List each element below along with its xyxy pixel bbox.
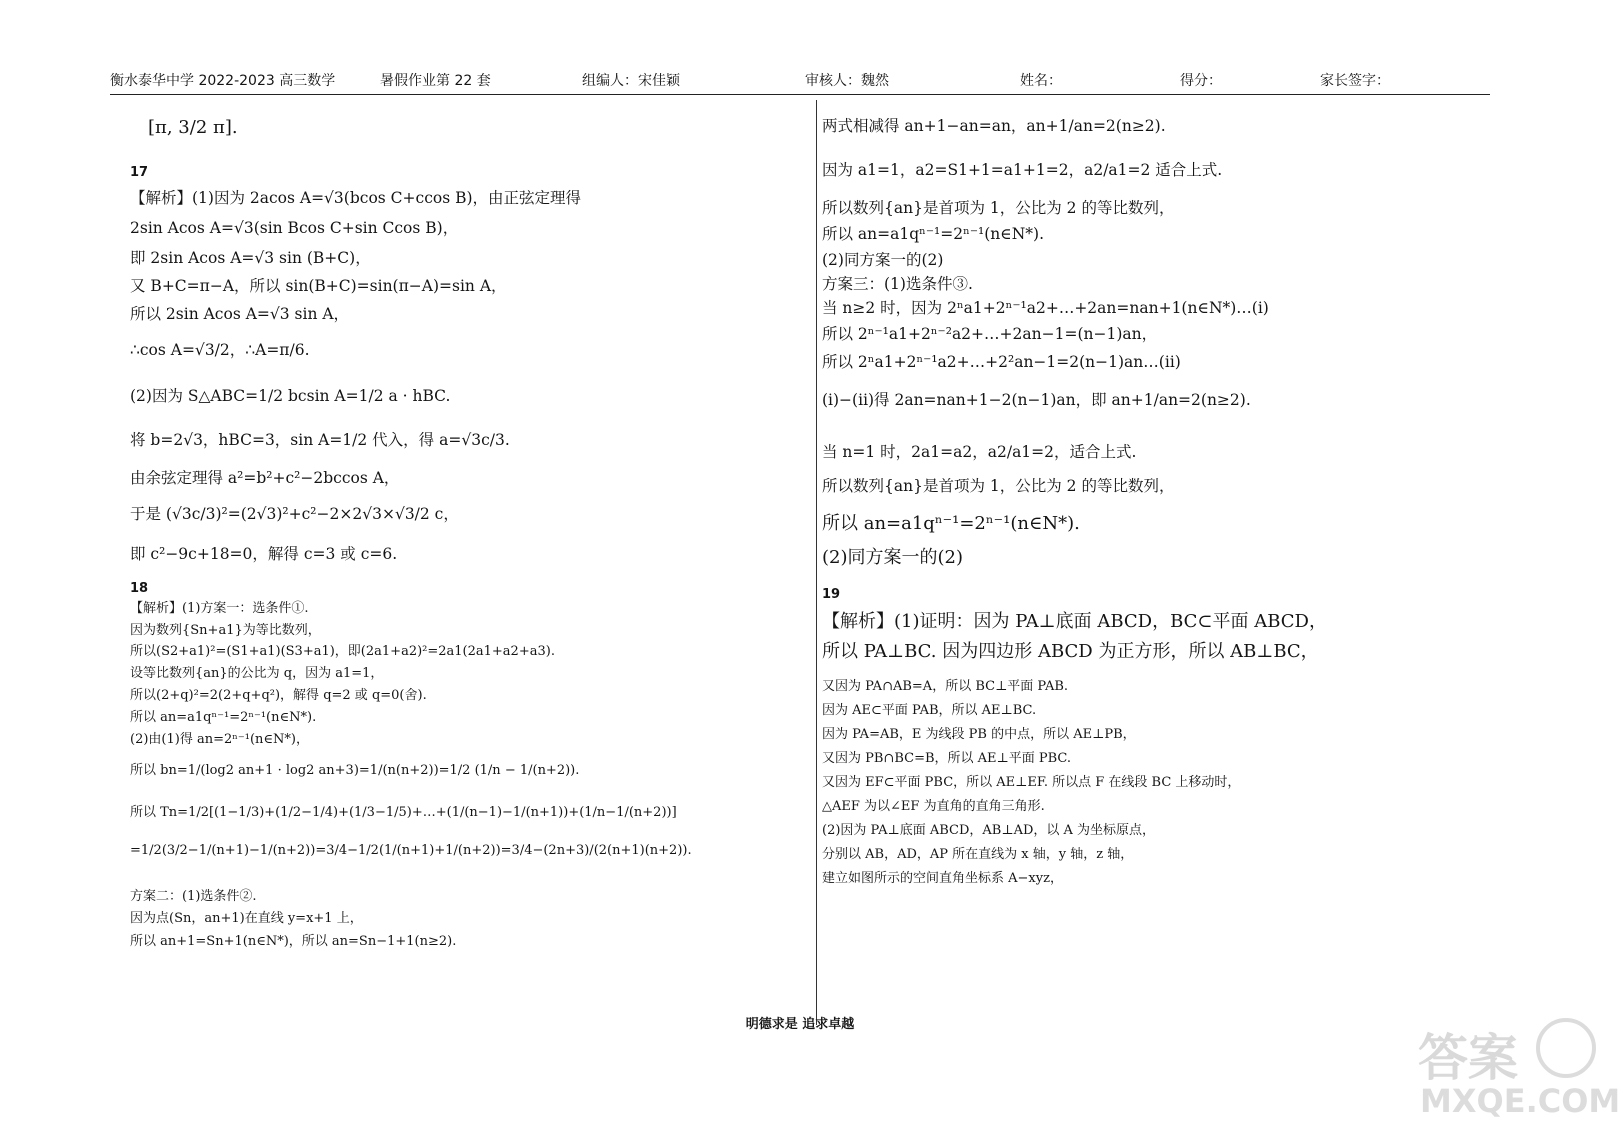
r1-line-2: 因为 a1=1，a2=S1+1=a1+1=2，a2/a1=2 适合上式. (822, 161, 1223, 179)
page-footer-motto: 明德求是 追求卓越 (745, 1017, 855, 1032)
r1-line-10: (ⅰ)−(ⅱ)得 2an=nan+1−2(n−1)an，即 an+1/an=2(n≥2). (822, 391, 1251, 409)
q19-line-7: 又因为 EF⊂平面 PBC，所以 AE⊥EF. 所以点 F 在线段 BC 上移动时， (822, 775, 1241, 790)
q19-line-6: 又因为 PB∩BC=B，所以 AE⊥平面 PBC. (822, 751, 1072, 766)
interval-line: [π, 3/2 π]. (148, 117, 238, 138)
r1-line-7: 当 n≥2 时，因为 2ⁿa1+2ⁿ⁻¹a2+…+2an=nan+1(n∈N*)…(ⅰ) (822, 299, 1269, 317)
right-column (822, 100, 1512, 1000)
q17-line-7: (2)因为 S△ABC=1/2 bcsin A=1/2 a · hBC. (130, 387, 451, 405)
q19-line-2: 所以 PA⊥BC. 因为四边形 ABCD 为正方形，所以 AB⊥BC， (822, 641, 1319, 662)
q19-line-1: 【解析】(1)证明：因为 PA⊥底面 ABCD，BC⊂平面 ABCD， (822, 611, 1327, 632)
watermark-text-url: MXQE.COM (1420, 1082, 1620, 1120)
r1-line-8: 所以 2ⁿ⁻¹a1+2ⁿ⁻²a2+…+2an−1=(n−1)an， (822, 325, 1158, 343)
q18-line-12: 因为点(Sn，an+1)在直线 y=x+1 上， (130, 911, 363, 926)
q17-line-10: 于是 (√3c/3)²=(2√3)²+c²−2×2√3×√3/2 c， (130, 505, 459, 523)
left-column (130, 100, 790, 1000)
q18-line-4: 设等比数列{an}的公比为 q，因为 a1=1， (130, 666, 384, 681)
q17-line-6: ∴cos A=√3/2，∴A=π/6. (130, 341, 310, 359)
watermark-text-main: 答案 (1418, 1029, 1518, 1087)
q18-line-11: 方案二：(1)选条件②. (130, 889, 257, 904)
q19-line-10: 分别以 AB，AD，AP 所在直线为 x 轴，y 轴，z 轴， (822, 847, 1134, 862)
header-name: 姓名： (1020, 73, 1062, 89)
header-score: 得分： (1180, 73, 1222, 89)
q17-line-5: 所以 2sin Acos A=√3 sin A， (130, 305, 350, 323)
q19-line-4: 因为 AE⊂平面 PAB，所以 AE⊥BC. (822, 703, 1037, 718)
q18-line-8: 所以 bn=1/(log2 an+1 · log2 an+3)=1/(n(n+2))=1/2 (1/n − 1/(n+2)). (130, 763, 580, 778)
r1-line-6: 方案三：(1)选条件③. (822, 275, 973, 293)
q18-line-5: 所以(2+q)²=2(2+q+q²)，解得 q=2 或 q=0(舍). (130, 688, 427, 703)
q19-line-3: 又因为 PA∩AB=A，所以 BC⊥平面 PAB. (822, 679, 1069, 694)
column-divider (816, 100, 817, 1025)
header-reviewer: 审核人：魏然 (805, 73, 889, 89)
r1-line-12: 所以数列{an}是首项为 1，公比为 2 的等比数列， (822, 477, 1175, 495)
q19-line-5: 因为 PA=AB，E 为线段 PB 的中点，所以 AE⊥PB， (822, 727, 1136, 742)
r1-line-1: 两式相减得 an+1−an=an，an+1/an=2(n≥2). (822, 117, 1166, 135)
watermark-logo (1390, 1012, 1620, 1127)
r1-line-4: 所以 an=a1qⁿ⁻¹=2ⁿ⁻¹(n∈N*). (822, 225, 1045, 243)
q18-line-2: 因为数列{Sn+a1}为等比数列， (130, 623, 321, 638)
question-17-number: 17 (130, 165, 149, 180)
r1-line-14: (2)同方案一的(2) (822, 547, 963, 568)
q18-line-1: 【解析】(1)方案一：选条件①. (130, 601, 309, 616)
header-title: 暑假作业第 22 套 (380, 73, 491, 89)
q18-line-7: (2)由(1)得 an=2ⁿ⁻¹(n∈N*)， (130, 732, 309, 747)
q17-line-8: 将 b=2√3，hBC=3，sin A=1/2 代入，得 a=√3c/3. (130, 431, 510, 449)
q17-line-4: 又 B+C=π−A，所以 sin(B+C)=sin(π−A)=sin A， (130, 277, 507, 295)
q19-line-8: △AEF 为以∠EF 为直角的直角三角形. (822, 799, 1045, 814)
q18-line-6: 所以 an=a1qⁿ⁻¹=2ⁿ⁻¹(n∈N*). (130, 710, 317, 725)
q18-line-13: 所以 an+1=Sn+1(n∈N*)，所以 an=Sn−1+1(n≥2). (130, 934, 457, 949)
q17-line-2: 2sin Acos A=√3(sin Bcos C+sin Ccos B)， (130, 219, 459, 237)
header-school: 衡水泰华中学 2022-2023 高三数学 (110, 73, 336, 89)
q18-line-10: =1/2(3/2−1/(n+1)−1/(n+2))=3/4−1/2(1/(n+1)+1/(n+2))=3/4−(2n+3)/(2(n+1)(n+2)). (130, 843, 692, 858)
question-19-number: 19 (822, 587, 841, 602)
header-parent-signature: 家长签字： (1320, 73, 1390, 89)
header-rule (110, 94, 1490, 95)
r1-line-11: 当 n=1 时，2a1=a2，a2/a1=2，适合上式. (822, 443, 1137, 461)
watermark-circle-icon (1536, 1018, 1596, 1078)
q17-line-3: 即 2sin Acos A=√3 sin (B+C)， (130, 249, 371, 267)
r1-line-13: 所以 an=a1qⁿ⁻¹=2ⁿ⁻¹(n∈N*). (822, 513, 1080, 534)
q18-line-3: 所以(S2+a1)²=(S1+a1)(S3+a1)，即(2a1+a2)²=2a1(2a1+a2+a3). (130, 644, 555, 659)
q19-line-9: (2)因为 PA⊥底面 ABCD，AB⊥AD，以 A 为坐标原点， (822, 823, 1156, 838)
r1-line-5: (2)同方案一的(2) (822, 251, 944, 269)
r1-line-9: 所以 2ⁿa1+2ⁿ⁻¹a2+…+2²an−1=2(n−1)an…(ⅱ) (822, 353, 1181, 371)
q18-line-9: 所以 Tn=1/2[(1−1/3)+(1/2−1/4)+(1/3−1/5)+…+(1/(n−1)−1/(n+1))+(1/n−1/(n+2))] (130, 805, 677, 820)
r1-line-3: 所以数列{an}是首项为 1，公比为 2 的等比数列， (822, 199, 1175, 217)
q17-line-11: 即 c²−9c+18=0，解得 c=3 或 c=6. (130, 545, 398, 563)
page-header (110, 68, 1490, 94)
question-18-number: 18 (130, 581, 149, 596)
header-editor: 组编人：宋佳颖 (582, 73, 680, 89)
q19-line-11: 建立如图所示的空间直角坐标系 A−xyz， (822, 871, 1063, 886)
q17-line-9: 由余弦定理得 a²=b²+c²−2bccos A， (130, 469, 400, 487)
q17-line-1: 【解析】(1)因为 2acos A=√3(bcos C+ccos B)，由正弦定理得 (130, 189, 582, 207)
